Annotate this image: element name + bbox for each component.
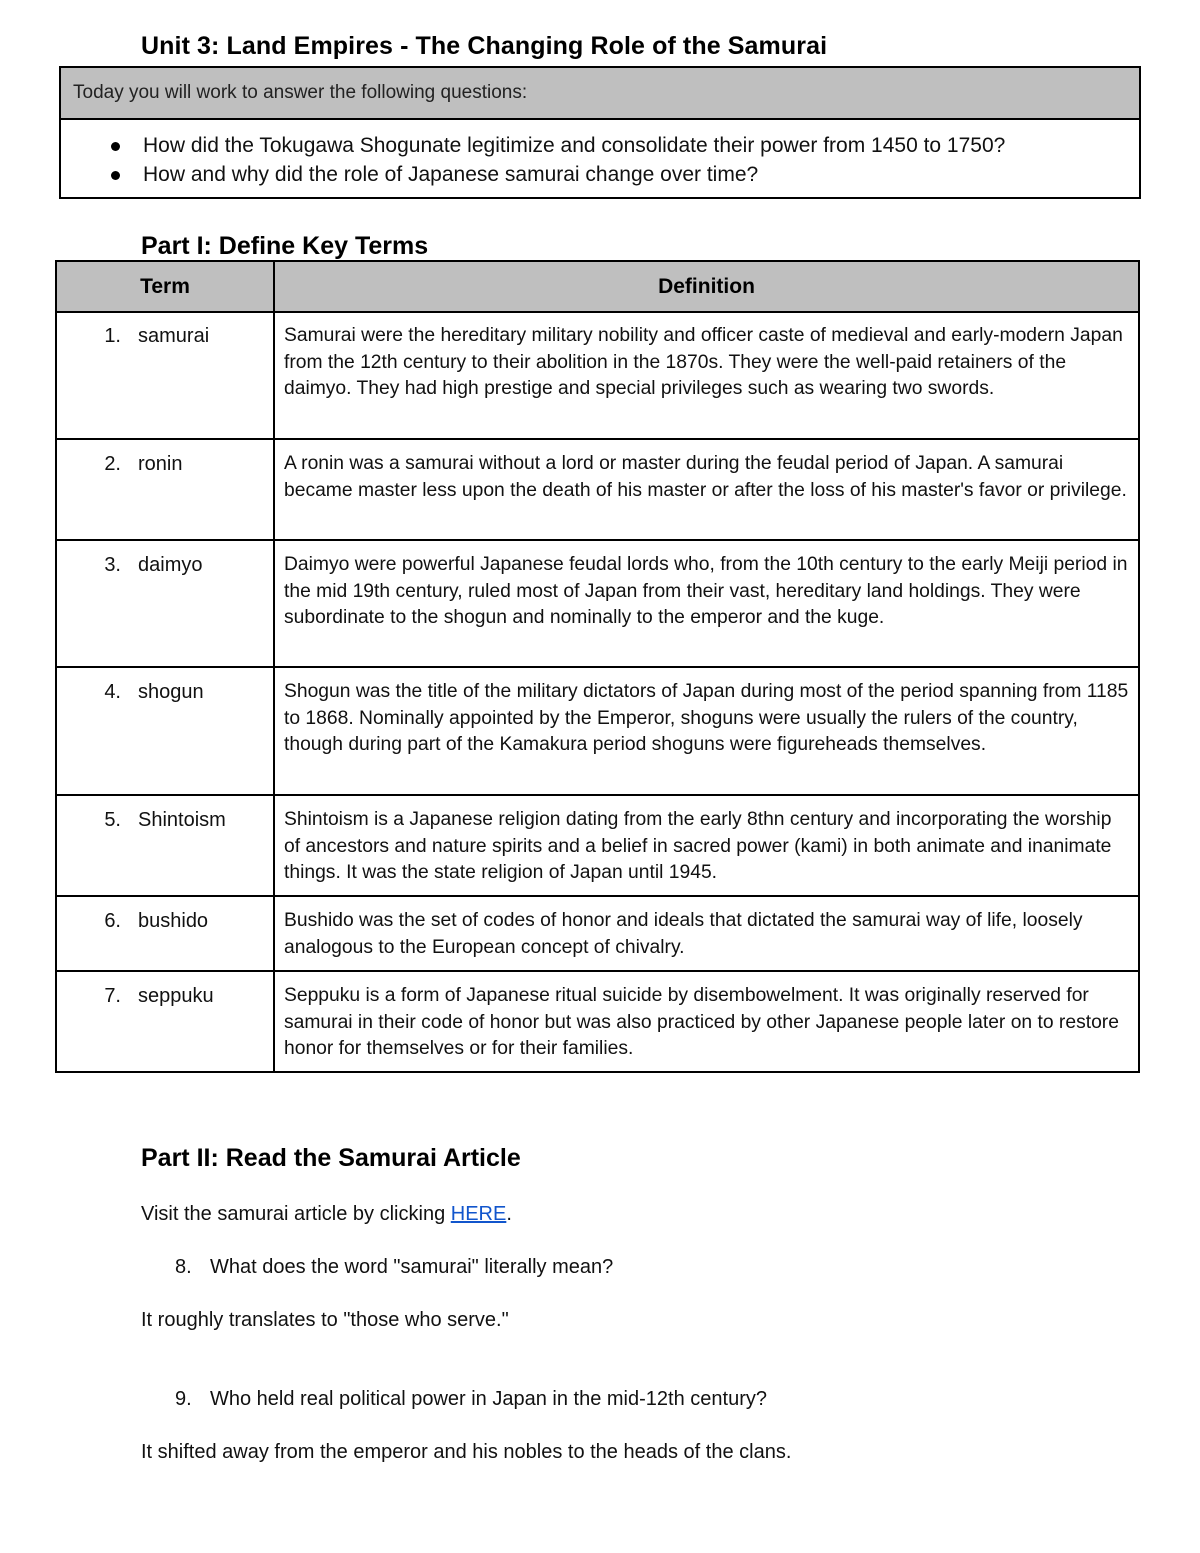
term-column-header: Term <box>56 261 274 312</box>
visit-article-text: Visit the samurai article by clicking HERE. <box>141 1203 512 1225</box>
answer-9: It shifted away from the emperor and his nobles to the heads of the clans. <box>141 1441 792 1463</box>
key-terms-table <box>55 260 1140 1073</box>
table-row <box>56 896 1139 971</box>
table-row <box>56 312 1139 439</box>
page-title: Unit 3: Land Empires - The Changing Role of the Samurai <box>141 32 828 60</box>
table-row <box>56 667 1139 795</box>
table-row <box>56 795 1139 896</box>
term-cell: 2. ronin <box>56 439 274 540</box>
term-cell: 1. samurai <box>56 312 274 439</box>
definition-cell: A ronin was a samurai without a lord or master during the feudal period of Japan. A samurai became master less upon the death of his master or after the loss of his master's favor or privilege. <box>274 439 1139 540</box>
article-link[interactable]: HERE <box>450 1203 507 1225</box>
term-cell: 7. seppuku <box>56 971 274 1072</box>
bullet-icon <box>111 171 120 180</box>
term-cell: 5. Shintoism <box>56 795 274 896</box>
table-row <box>56 439 1139 540</box>
part1-title: Part I: Define Key Terms <box>141 232 429 260</box>
definition-cell: Shogun was the title of the military dictators of Japan during most of the period spanning from 1185 to 1868. Nominally appointed by the Emperor, shoguns were usually the rulers of the country, though during part of the Kamakura period shoguns were figureheads themselves. <box>274 667 1139 795</box>
definition-cell: Shintoism is a Japanese religion dating from the early 8thn century and incorporating the worship of ancestors and nature spirits and a belief in sacred power (kami) in both animate and inanimate things. It was the state religion of Japan until 1945. <box>274 795 1139 896</box>
definition-cell: Seppuku is a form of Japanese ritual suicide by disembowelment. It was originally reserved for samurai in their code of honor but was also practiced by other Japanese people later on to restore honor for themselves or for their families. <box>274 971 1139 1072</box>
answer-8: It roughly translates to "those who serve." <box>141 1309 509 1331</box>
definition-column-header: Definition <box>274 261 1139 312</box>
term-cell: 4. shogun <box>56 667 274 795</box>
part2-title: Part II: Read the Samurai Article <box>141 1144 521 1172</box>
question-9: 9. Who held real political power in Japan in the mid-12th century? <box>175 1388 767 1410</box>
table-row <box>56 971 1139 1072</box>
question-8: 8. What does the word "samurai" literally mean? <box>175 1256 614 1278</box>
question-item: How and why did the role of Japanese samurai change over time? <box>61 160 1139 189</box>
term-cell: 6. bushido <box>56 896 274 971</box>
table-row <box>56 540 1139 667</box>
questions-box <box>59 66 1141 199</box>
term-cell: 3. daimyo <box>56 540 274 667</box>
bullet-icon <box>111 142 120 151</box>
definition-cell: Bushido was the set of codes of honor and ideals that dictated the samurai way of life, loosely analogous to the European concept of chivalry. <box>274 896 1139 971</box>
questions-box-header: Today you will work to answer the following questions: <box>61 68 1139 120</box>
questions-list <box>61 120 1139 197</box>
definition-cell: Samurai were the hereditary military nobility and officer caste of medieval and early-modern Japan from the 12th century to their abolition in the 1870s. They were the well-paid retainers of the daimyo. They had high prestige and special privileges such as wearing two swords. <box>274 312 1139 439</box>
definition-cell: Daimyo were powerful Japanese feudal lords who, from the 10th century to the early Meiji period in the mid 19th century, ruled most of Japan from their vast, hereditary land holdings. They were subordinate to the shogun and nominally to the emperor and the kuge. <box>274 540 1139 667</box>
table-header-row <box>56 261 1139 312</box>
question-item: How did the Tokugawa Shogunate legitimize and consolidate their power from 1450 to 1750? <box>61 131 1139 160</box>
